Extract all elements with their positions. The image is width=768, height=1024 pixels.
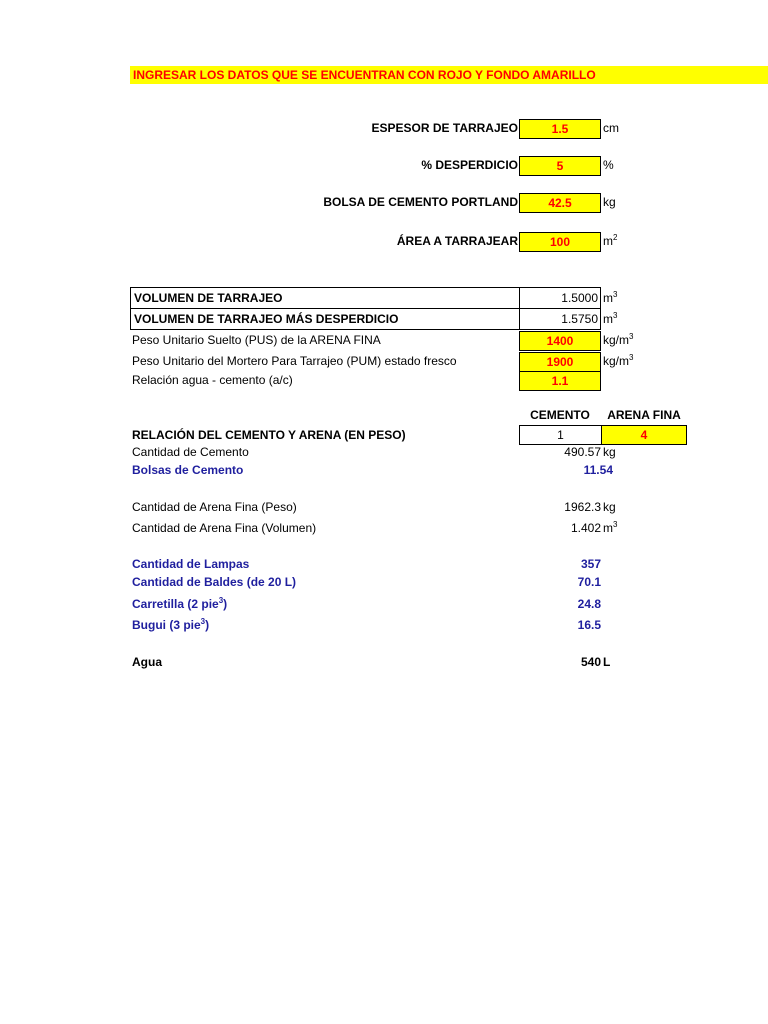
relacion-label: RELACIÓN DEL CEMENTO Y ARENA (EN PESO) <box>132 428 406 442</box>
relacion-cemento: 1 <box>519 425 602 445</box>
espesor-label: ESPESOR DE TARRAJEO <box>371 121 518 135</box>
desperdicio-input[interactable]: 5 <box>519 156 601 176</box>
bolsa-input[interactable]: 42.5 <box>519 193 601 213</box>
arena-vol-unit: $m^3$ <box>603 520 618 535</box>
lampas-value: 357 <box>580 557 601 571</box>
espesor-input[interactable]: 1.5 <box>519 119 601 139</box>
volumen-value: 1.5000 <box>519 287 601 309</box>
arena-vol-value: 1.402 <box>570 521 601 535</box>
volumen-label: VOLUMEN DE TARRAJEO <box>130 287 520 309</box>
cemento-header: CEMENTO <box>530 408 590 422</box>
bolsa-unit: kg <box>603 195 616 209</box>
desperdicio-label: % DESPERDICIO <box>421 158 518 172</box>
pus-unit: $kg/m^3$ <box>603 332 634 347</box>
agua-label: Agua <box>132 655 162 669</box>
baldes-value: 70.1 <box>577 575 601 589</box>
cemento-cant-label: Cantidad de Cemento <box>132 445 249 459</box>
arena-peso-value: 1962.3 <box>564 500 601 514</box>
bugui-value: 16.5 <box>577 618 601 632</box>
agua-unit: L <box>603 655 611 669</box>
area-label: ÁREA A TARRAJEAR <box>396 234 518 248</box>
relacion-arena-input[interactable]: 4 <box>601 425 687 445</box>
pum-label: Peso Unitario del Mortero Para Tarrajeo (PUM) estado fresco <box>132 354 457 368</box>
volumen-desp-label: VOLUMEN DE TARRAJEO MÁS DESPERDICIO <box>130 308 520 330</box>
instruction-banner: INGRESAR LOS DATOS QUE SE ENCUENTRAN CON ROJO Y FONDO AMARILLO <box>130 66 768 84</box>
baldes-label: Cantidad de Baldes (de 20 L) <box>132 575 297 589</box>
cemento-cant-unit: kg <box>603 445 616 459</box>
arena-vol-label: Cantidad de Arena Fina (Volumen) <box>132 521 317 535</box>
volumen-unit: $m^3$ <box>603 290 618 305</box>
pus-input[interactable]: 1400 <box>519 331 601 351</box>
agua-value: 540 <box>580 655 601 669</box>
bugui-label: Bugui (3 pie$^3$) <box>132 617 210 632</box>
desperdicio-unit: % <box>603 158 614 172</box>
volumen-desp-unit: $m^3$ <box>603 311 618 326</box>
espesor-unit: cm <box>603 121 619 135</box>
ac-label: Relación agua - cemento (a/c) <box>132 373 293 387</box>
carretilla-label: Carretilla (2 pie$^3$) <box>132 596 228 611</box>
bolsa-label: BOLSA DE CEMENTO PORTLAND <box>323 195 518 209</box>
lampas-label: Cantidad de Lampas <box>132 557 250 571</box>
area-input[interactable]: 100 <box>519 232 601 252</box>
pus-label: Peso Unitario Suelto (PUS) de la ARENA FINA <box>132 333 381 347</box>
arena-header: ARENA FINA <box>607 408 681 422</box>
pum-input[interactable]: 1900 <box>519 352 601 372</box>
area-unit: $m^2$ <box>603 233 618 248</box>
carretilla-value: 24.8 <box>577 597 601 611</box>
cemento-cant-value: 490.57 <box>564 445 601 459</box>
ac-input[interactable]: 1.1 <box>519 371 601 391</box>
arena-peso-label: Cantidad de Arena Fina (Peso) <box>132 500 297 514</box>
pum-unit: $kg/m^3$ <box>603 353 634 368</box>
arena-peso-unit: kg <box>603 500 616 514</box>
bolsas-value: 11.54 <box>583 463 613 477</box>
volumen-desp-value: 1.5750 <box>519 308 601 330</box>
bolsas-label: Bolsas de Cemento <box>132 463 244 477</box>
